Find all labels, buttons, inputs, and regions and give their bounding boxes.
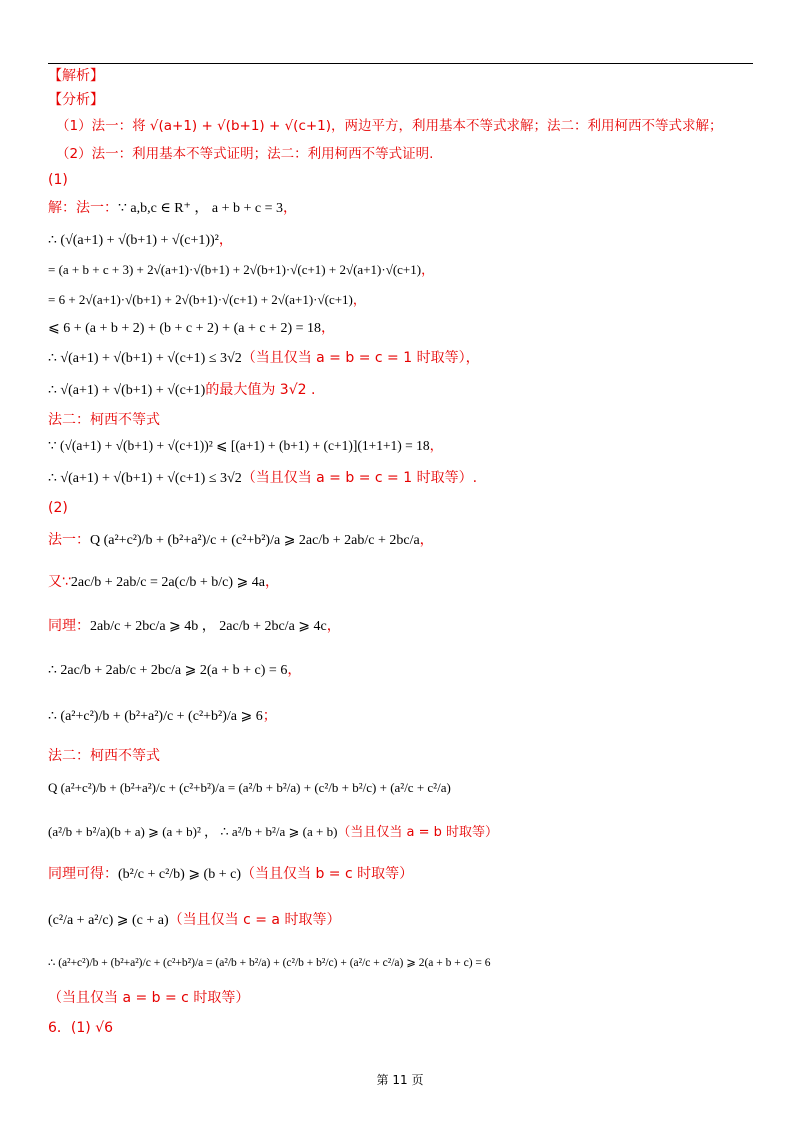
p2-line: 法二：柯西不等式 <box>48 748 160 764</box>
next-answer: 6．(1) √6 <box>48 1020 114 1036</box>
analysis-line-2: （2）法一：利用基本不等式证明；法二：利用柯西不等式证明. <box>56 146 434 162</box>
fenxi-heading: 【分析】 <box>48 92 104 108</box>
p2-line: (a²/b + b²/a)(b + a) ⩾ (a + b)² ， ∴ a²/b + b²/a ⩾ (a + b)（当且仅当 a = b 时取等） <box>48 824 499 840</box>
top-rule <box>48 63 753 64</box>
p1-line: ∴ √(a+1) + √(b+1) + √(c+1)的最大值为 3√2 . <box>48 382 316 398</box>
p1-line: ∴ √(a+1) + √(b+1) + √(c+1) ≤ 3√2（当且仅当 a = b = c = 1 时取等）， <box>48 350 480 366</box>
jiexi-heading: 【解析】 <box>48 68 104 84</box>
p2-line: (c²/a + a²/c) ⩾ (c + a)（当且仅当 c = a 时取等） <box>48 912 341 928</box>
p1-line: = (a + b + c + 3) + 2√(a+1)·√(b+1) + 2√(b+1)·√(c+1) + 2√(a+1)·√(c+1)， <box>48 262 435 278</box>
p1-line: 法二：柯西不等式 <box>48 412 160 428</box>
p2-line: ∴ (a²+c²)/b + (b²+a²)/c + (c²+b²)/a = (a²/b + b²/a) + (c²/b + b²/c) + (a²/c + c²/a) ⩾ 2(a + b + c) = 6 <box>48 957 491 969</box>
p2-line: ∴ (a²+c²)/b + (b²+a²)/c + (c²+b²)/a ⩾ 6； <box>48 708 277 724</box>
p2-line: Q (a²+c²)/b + (b²+a²)/c + (c²+b²)/a = (a²/b + b²/a) + (c²/b + b²/c) + (a²/c + c²/a) <box>48 780 451 795</box>
p1-line: ∴ (√(a+1) + √(b+1) + √(c+1))²， <box>48 232 233 248</box>
p1-line: ∵ (√(a+1) + √(b+1) + √(c+1))² ⩽ [(a+1) + (b+1) + (c+1)](1+1+1) = 18， <box>48 438 444 454</box>
p2-line: （当且仅当 a = b = c 时取等） <box>48 990 250 1006</box>
part1-label: (1) <box>48 172 68 188</box>
part2-label: (2) <box>48 500 68 516</box>
p1-line: ∴ √(a+1) + √(b+1) + √(c+1) ≤ 3√2（当且仅当 a = b = c = 1 时取等）. <box>48 470 478 486</box>
p2-line: ∴ 2ac/b + 2ab/c + 2bc/a ⩾ 2(a + b + c) = 6， <box>48 662 302 678</box>
p2-line: 又∵2ac/b + 2ab/c = 2a(c/b + b/c) ⩾ 4a， <box>48 574 279 590</box>
p2-line: 法一：Q (a²+c²)/b + (b²+a²)/c + (c²+b²)/a ⩾ 2ac/b + 2ab/c + 2bc/a， <box>48 532 434 548</box>
p1-line: ⩽ 6 + (a + b + 2) + (b + c + 2) + (a + c + 2) = 18， <box>48 320 336 336</box>
p1-line: = 6 + 2√(a+1)·√(b+1) + 2√(b+1)·√(c+1) + 2√(a+1)·√(c+1)， <box>48 292 366 308</box>
p2-line: 同理可得：(b²/c + c²/b) ⩾ (b + c)（当且仅当 b = c 时取等） <box>48 866 414 882</box>
p1-line: 解：法一：∵ a,b,c ∈ R⁺ ， a + b + c = 3， <box>48 200 298 216</box>
p2-line: 同理：2ab/c + 2bc/a ⩾ 4b ， 2ac/b + 2bc/a ⩾ 4c， <box>48 618 341 634</box>
page-footer: 第 11 页 <box>376 1073 424 1087</box>
analysis-line-1: （1）法一：将 √(a+1) + √(b+1) + √(c+1)，两边平方，利用基本不等式求解；法二：利用柯西不等式求解； <box>56 118 723 134</box>
